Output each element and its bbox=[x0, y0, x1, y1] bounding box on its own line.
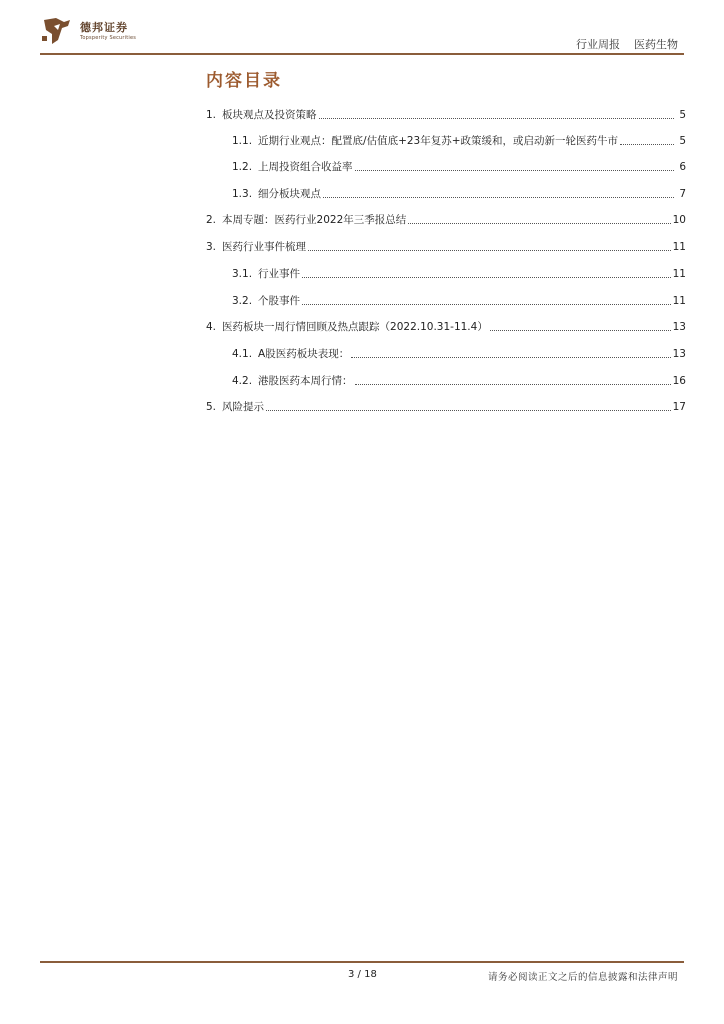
toc-entry-number: 1.3. bbox=[232, 188, 253, 200]
toc-entry[interactable] bbox=[206, 240, 686, 254]
toc-entry-number: 1.2. bbox=[232, 161, 253, 173]
toc-entry-number: 4. bbox=[206, 321, 217, 333]
toc-entry-page: 5 bbox=[679, 135, 686, 147]
report-type: 行业周报 bbox=[576, 38, 620, 51]
toc-entry[interactable] bbox=[206, 400, 686, 414]
toc-title: 内容目录 bbox=[206, 71, 282, 91]
toc-entry-page: 17 bbox=[672, 401, 686, 413]
toc-entry-title: 医药行业事件梳理 bbox=[222, 241, 307, 253]
toc-entry-title: 细分板块观点 bbox=[258, 188, 322, 200]
toc-entry-page: 6 bbox=[679, 161, 686, 173]
bull-logo-icon bbox=[40, 14, 74, 48]
toc-entry-title: 个股事件 bbox=[258, 295, 301, 307]
report-sector: 医药生物 bbox=[634, 38, 678, 51]
toc-leader-dots bbox=[351, 347, 670, 358]
toc-entry-page: 13 bbox=[672, 348, 686, 360]
toc-entry-number: 5. bbox=[206, 401, 217, 413]
logo-english-name: Topsperity Securities bbox=[80, 35, 137, 41]
toc-entry-page: 16 bbox=[672, 375, 686, 387]
toc-entry-number: 2. bbox=[206, 214, 217, 226]
toc-entry[interactable] bbox=[232, 187, 686, 201]
toc-entry-page: 5 bbox=[679, 109, 686, 121]
toc-entry-number: 1.1. bbox=[232, 135, 253, 147]
toc-entry-page: 11 bbox=[672, 295, 686, 307]
toc-leader-dots bbox=[323, 187, 674, 198]
toc-leader-dots bbox=[302, 294, 671, 305]
toc-leader-dots bbox=[408, 213, 670, 224]
toc-entry[interactable] bbox=[232, 294, 686, 308]
header-divider bbox=[40, 53, 684, 55]
toc-leader-dots bbox=[302, 267, 671, 278]
toc-leader-dots bbox=[490, 320, 671, 331]
toc-entry-title: 本周专题：医药行业2022年三季报总结 bbox=[222, 214, 407, 226]
company-logo bbox=[40, 14, 150, 48]
toc-entry-number: 4.2. bbox=[232, 375, 253, 387]
disclaimer-note: 请务必阅读正文之后的信息披露和法律声明 bbox=[487, 972, 678, 983]
toc-entry[interactable] bbox=[232, 267, 686, 281]
toc-entry-title: 风险提示 bbox=[222, 401, 265, 413]
toc-entry[interactable] bbox=[206, 320, 686, 334]
toc-leader-dots bbox=[620, 134, 674, 145]
toc-entry-number: 1. bbox=[206, 109, 217, 121]
toc-entry-number: 3. bbox=[206, 241, 217, 253]
toc-entry[interactable] bbox=[232, 347, 686, 361]
toc-entry[interactable] bbox=[206, 213, 686, 227]
toc-leader-dots bbox=[319, 108, 674, 119]
toc-entry-number: 3.2. bbox=[232, 295, 253, 307]
toc-entry-title: A股医药板块表现： bbox=[258, 348, 350, 360]
toc-entry-page: 13 bbox=[672, 321, 686, 333]
toc-entry-page: 7 bbox=[679, 188, 686, 200]
toc-entry-title: 上周投资组合收益率 bbox=[258, 161, 353, 173]
toc-leader-dots bbox=[266, 400, 671, 411]
toc-entry-page: 11 bbox=[672, 241, 686, 253]
toc-entry[interactable] bbox=[232, 134, 686, 148]
toc-entry-number: 4.1. bbox=[232, 348, 253, 360]
toc-leader-dots bbox=[355, 374, 671, 385]
toc-entry[interactable] bbox=[232, 160, 686, 174]
toc-entry-title: 板块观点及投资策略 bbox=[222, 109, 317, 121]
toc-leader-dots bbox=[308, 240, 671, 251]
page-number: 3 / 18 bbox=[348, 969, 377, 980]
toc-entry[interactable] bbox=[232, 374, 686, 388]
logo-chinese-name: 德邦证券 bbox=[80, 21, 128, 34]
toc-leader-dots bbox=[355, 160, 674, 171]
toc-entry-title: 医药板块一周行情回顾及热点跟踪（2022.10.31-11.4） bbox=[222, 321, 488, 333]
toc-entry[interactable] bbox=[206, 108, 686, 122]
toc-entry-page: 11 bbox=[672, 268, 686, 280]
toc-entry-number: 3.1. bbox=[232, 268, 253, 280]
report-category-header bbox=[576, 36, 678, 52]
toc-entry-title: 行业事件 bbox=[258, 268, 301, 280]
toc-entry-title: 港股医药本周行情： bbox=[258, 375, 353, 387]
toc-entry-page: 10 bbox=[672, 214, 686, 226]
footer-divider bbox=[40, 961, 684, 963]
toc-entry-title: 近期行业观点：配置底/估值底+23年复苏+政策缓和，或启动新一轮医药牛市 bbox=[258, 135, 619, 147]
